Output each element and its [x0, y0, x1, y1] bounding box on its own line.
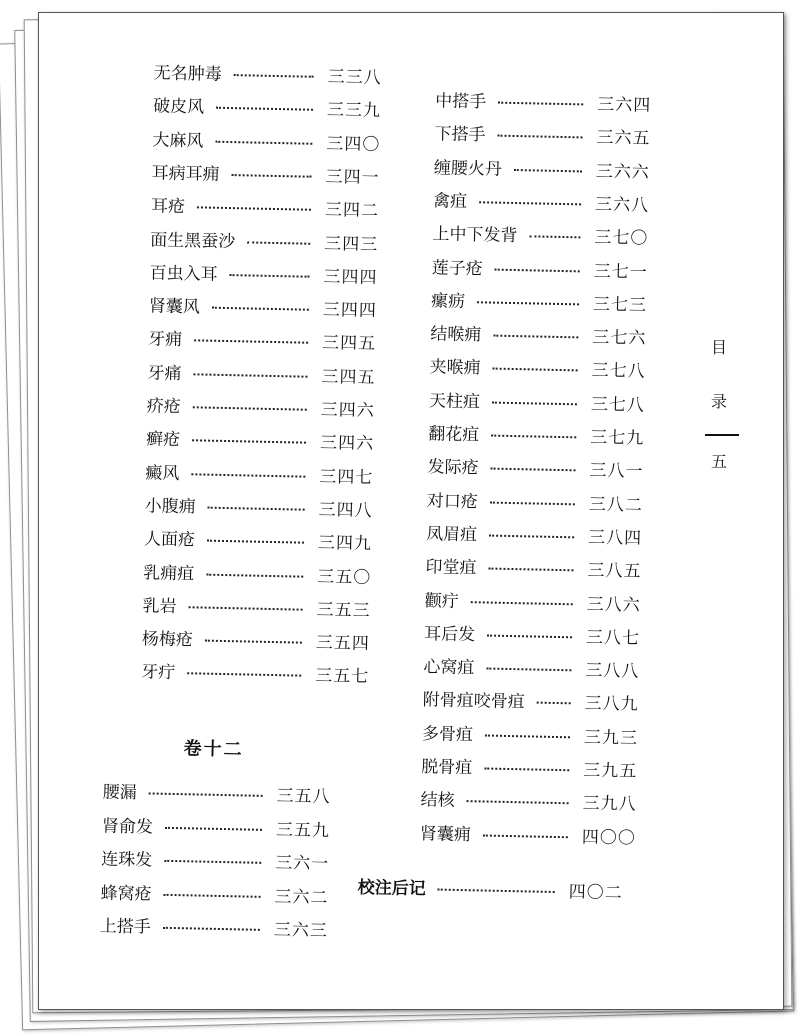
toc-entry — [432, 224, 648, 249]
toc-entry-title: 下搭手 — [434, 124, 486, 146]
toc-entry — [427, 458, 643, 483]
leader-dots — [438, 889, 555, 893]
leader-dots — [486, 668, 571, 672]
toc-entry-page: 三八六 — [586, 594, 641, 616]
toc-entry-page: 三八四 — [587, 527, 643, 549]
toc-entry-page: 三七三 — [592, 294, 648, 316]
toc-entry-title: 夹喉痈 — [429, 357, 481, 379]
toc-entry — [420, 824, 636, 849]
toc-entry-title: 大麻风 — [152, 129, 204, 152]
toc-entry — [430, 324, 646, 349]
running-header-lu: 录 — [710, 392, 727, 411]
leader-dots — [488, 568, 573, 572]
toc-entry — [434, 125, 650, 150]
toc-entry-page: 三六六 — [595, 161, 651, 183]
toc-entry — [427, 491, 643, 516]
toc-entry-title: 肾囊痈 — [419, 823, 472, 845]
toc-entry-title: 天柱疽 — [428, 390, 481, 413]
toc-entry-page: 四〇二 — [568, 882, 623, 904]
toc-entry-title: 耳后发 — [423, 623, 476, 646]
toc-right-column — [18, 13, 783, 1024]
toc-entry-title: 疥疮 — [146, 396, 181, 418]
toc-entry-title: 结核 — [420, 790, 455, 812]
toc-entry-page: 三八五 — [587, 560, 642, 582]
toc-entry-page: 三三八 — [327, 67, 382, 89]
running-header-mu: 目 — [710, 338, 727, 357]
toc-entry-page: 三八七 — [585, 627, 641, 649]
toc-entry-page: 三四九 — [317, 533, 373, 555]
toc-entry-page: 三四七 — [319, 466, 374, 488]
toc-entry-title: 癜风 — [145, 462, 180, 484]
toc-entry — [420, 790, 636, 815]
toc-entry-title: 上中下发背 — [432, 224, 518, 247]
toc-entry-page: 三三九 — [326, 100, 382, 122]
toc-entry-title: 结喉痈 — [430, 324, 482, 346]
toc-entry-title: 乳痈疽 — [143, 562, 195, 584]
toc-entry-page: 三七一 — [593, 261, 648, 283]
toc-entry-page: 三九三 — [583, 727, 639, 749]
toc-entry-title: 莲子疮 — [431, 257, 483, 279]
leader-dots — [483, 834, 568, 838]
toc-entry-page: 三八九 — [584, 693, 639, 716]
leader-dots — [479, 201, 581, 205]
toc-entry-title: 人面疮 — [143, 529, 196, 551]
toc-entry-title: 上搭手 — [99, 916, 152, 938]
toc-entry — [426, 524, 642, 549]
toc-entry — [431, 291, 647, 316]
page-number: 五 — [710, 452, 727, 471]
toc-entry-title: 心窝疽 — [423, 657, 475, 679]
toc-entry — [429, 358, 645, 383]
toc-entry — [421, 757, 637, 782]
section-heading: 卷十二 — [183, 738, 244, 761]
toc-entry-page: 三六五 — [596, 128, 651, 150]
leader-dots — [477, 301, 579, 305]
toc-entry-title: 对口疮 — [426, 490, 479, 512]
toc-entry-title: 瘰疬 — [430, 291, 466, 312]
toc-entry-page: 三六八 — [594, 194, 650, 216]
leader-dots — [489, 534, 574, 538]
toc-entry-page: 三四五 — [321, 366, 376, 388]
toc-entry-title: 百虫入耳 — [149, 263, 218, 285]
toc-entry — [428, 424, 644, 449]
toc-entry-title: 凤眉疽 — [425, 524, 478, 546]
toc-entry-page: 三六二 — [274, 886, 329, 908]
toc-entry-title: 多骨疽 — [421, 723, 474, 745]
toc-entry-title: 无名肿毒 — [153, 63, 222, 85]
toc-entry-page: 三八二 — [588, 494, 644, 516]
toc-entry — [422, 691, 638, 716]
toc-entry-title: 蜂窝疮 — [100, 882, 152, 905]
toc-entry — [425, 557, 641, 582]
toc-entry-title: 牙痈 — [147, 329, 183, 351]
toc-entry-title: 缠腰火丹 — [433, 157, 503, 180]
toc-entry-page: 三五七 — [314, 666, 370, 688]
leader-dots — [495, 268, 580, 272]
toc-entry-page: 三七八 — [590, 394, 646, 416]
leader-dots — [491, 435, 576, 439]
toc-entry-title: 杨梅疮 — [141, 629, 194, 651]
toc-entry-page: 四〇〇 — [581, 827, 637, 849]
leader-dots — [498, 102, 583, 106]
toc-entry-title: 牙痛 — [147, 363, 182, 384]
toc-entry-page: 三四五 — [321, 333, 377, 355]
toc-entry-title: 破皮风 — [152, 96, 205, 118]
toc-entry-page: 三九五 — [583, 760, 638, 782]
toc-entry-page: 三五九 — [275, 819, 331, 841]
toc-entry-page: 三六三 — [273, 920, 329, 942]
toc-entry-page: 三五八 — [276, 786, 331, 808]
toc-entry-title: 腰漏 — [102, 782, 137, 804]
toc-entry-title: 牙疔 — [140, 662, 176, 684]
toc-entry-title: 脱骨疽 — [421, 757, 473, 779]
toc-entry-page: 三四八 — [318, 499, 373, 521]
toc-entry-title: 耳病耳痈 — [151, 163, 220, 185]
leader-dots — [491, 468, 576, 472]
toc-entry-title: 连珠发 — [101, 849, 153, 871]
running-header-rule — [705, 434, 739, 436]
leader-dots — [498, 135, 583, 139]
leader-dots — [490, 501, 575, 505]
leader-dots — [467, 800, 569, 804]
leader-dots — [493, 368, 578, 372]
toc-entry-page: 三五四 — [315, 633, 371, 655]
toc-entry — [422, 724, 638, 749]
toc-entry — [424, 624, 640, 649]
toc-entry-title: 乳岩 — [142, 596, 177, 617]
toc-entry-page: 三五三 — [316, 599, 371, 621]
toc-entry-title: 校注后记 — [357, 877, 426, 900]
toc-entry — [429, 391, 645, 416]
leader-dots — [514, 169, 582, 172]
toc-entry-title: 发际疮 — [427, 457, 479, 479]
document-page — [38, 12, 784, 1010]
toc-entry-page: 三七九 — [590, 427, 645, 449]
toc-entry-title: 中搭手 — [435, 91, 487, 113]
toc-entry — [434, 158, 650, 183]
toc-entry-page: 三八八 — [585, 660, 640, 682]
toc-entry-title: 耳疮 — [150, 196, 186, 218]
toc-entry-title: 小腹痈 — [144, 496, 196, 518]
toc-entry — [425, 591, 641, 616]
toc-entry — [435, 91, 651, 116]
toc-entry-page: 三六一 — [275, 853, 330, 875]
toc-entry-title: 印堂疽 — [425, 557, 477, 579]
leader-dots — [537, 702, 571, 705]
toc-entry — [433, 191, 649, 216]
toc-entry-title: 肾俞发 — [101, 815, 154, 838]
toc-entry — [423, 657, 639, 682]
toc-entry-title: 附骨疽咬骨疽 — [422, 690, 525, 713]
toc-entry — [432, 258, 648, 283]
toc-entry-title: 禽疽 — [432, 191, 468, 212]
toc-entry-title: 颧疔 — [424, 590, 459, 612]
toc-entry-page: 三六四 — [596, 94, 652, 116]
toc-entry-title: 肾囊风 — [148, 296, 201, 318]
toc-entry-page: 三四六 — [319, 433, 375, 455]
leader-dots — [493, 335, 578, 339]
toc-entry-page: 三七六 — [592, 327, 647, 349]
toc-entry-page: 三五〇 — [317, 566, 372, 588]
leader-dots — [487, 634, 572, 638]
toc-entry-postscript — [358, 878, 623, 904]
toc-entry-title: 癣疮 — [145, 429, 181, 451]
toc-entry-page: 三四〇 — [326, 133, 381, 155]
toc-entry-page: 三四一 — [325, 166, 380, 189]
leader-dots — [485, 734, 570, 738]
toc-entry-page: 三四四 — [323, 266, 378, 288]
toc-entry-page: 三四三 — [324, 233, 379, 255]
toc-entry-page: 三四六 — [320, 399, 375, 422]
toc-entry-title: 翻花疽 — [428, 424, 480, 446]
toc-entry-page: 三七〇 — [594, 227, 649, 249]
leader-dots — [492, 401, 577, 405]
leader-dots — [529, 236, 580, 239]
toc-entry-page: 三四四 — [322, 300, 378, 322]
leader-dots — [484, 767, 569, 771]
toc-entry-page: 三九八 — [582, 793, 637, 815]
toc-entry-page: 三七八 — [591, 361, 646, 383]
toc-entry-title: 面生黑蚕沙 — [150, 229, 236, 252]
toc-entry-page: 三八一 — [589, 460, 644, 483]
leader-dots — [471, 601, 573, 605]
toc-entry-page: 三四二 — [324, 200, 380, 222]
